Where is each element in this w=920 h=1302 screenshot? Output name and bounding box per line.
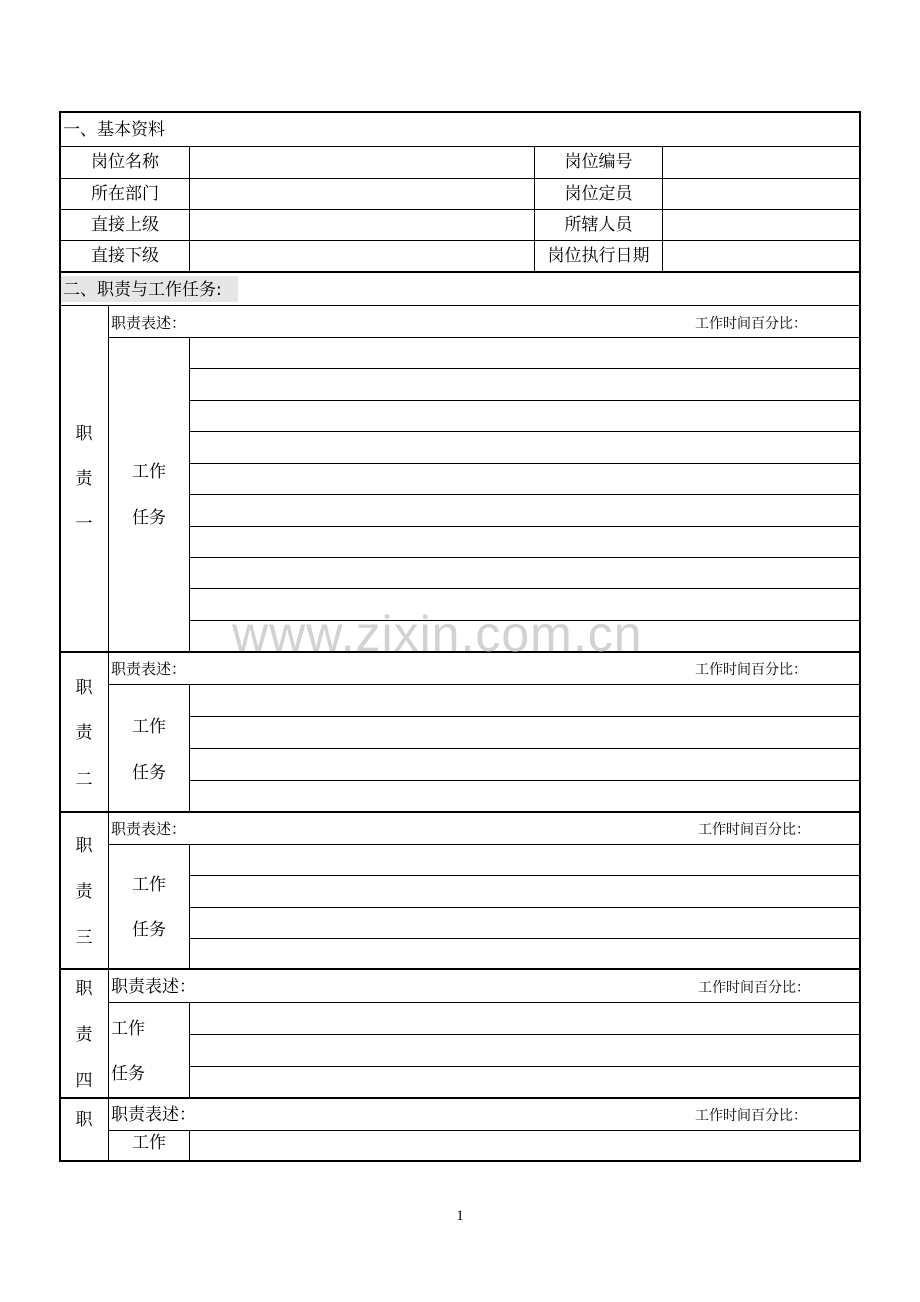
position-code-field[interactable] xyxy=(663,147,859,178)
duty4-vertical-char: 职 xyxy=(75,979,93,999)
divider xyxy=(108,684,861,685)
label-position-name: 岗位名称 xyxy=(91,152,159,172)
divider xyxy=(108,844,861,845)
duty5-vertical-char: 职 xyxy=(75,1110,93,1130)
duty2-task-label: 任务 xyxy=(132,763,166,783)
headcount-field[interactable] xyxy=(663,179,859,209)
divider xyxy=(59,811,861,813)
divider xyxy=(108,1130,861,1131)
duty4-task-label: 工作 xyxy=(111,1019,145,1039)
duty1-vertical-char: 职 xyxy=(75,424,93,444)
duty3-task-label: 工作 xyxy=(132,875,166,895)
duty4-vertical-char: 责 xyxy=(75,1025,93,1045)
divider xyxy=(59,968,861,970)
duty3-vertical-char: 职 xyxy=(75,836,93,856)
duty5-task-label: 工作 xyxy=(132,1133,166,1153)
divider xyxy=(189,588,861,589)
divider xyxy=(189,431,861,432)
divider xyxy=(108,337,861,338)
department-field[interactable] xyxy=(190,179,534,209)
divider xyxy=(59,271,861,273)
duty1-desc-label: 职责表述： xyxy=(111,314,187,332)
duty1-task-label: 工作 xyxy=(132,462,166,482)
divider xyxy=(189,494,861,495)
divider xyxy=(189,875,861,876)
divider xyxy=(189,780,861,781)
duty1-vertical-char: 责 xyxy=(75,469,93,489)
duty3-task-label: 任务 xyxy=(132,920,166,940)
duty5-desc-label: 职责表述： xyxy=(111,1105,196,1125)
divider xyxy=(189,368,861,369)
label-direct-superior: 直接上级 xyxy=(91,215,159,235)
divider xyxy=(189,1002,190,1098)
divider xyxy=(189,716,861,717)
section2-title: 二、职责与工作任务: xyxy=(63,280,222,300)
divider xyxy=(189,907,861,908)
table-top-border xyxy=(59,111,861,113)
duty4-task-label: 任务 xyxy=(111,1064,145,1084)
divider xyxy=(108,1002,861,1003)
divider xyxy=(59,305,861,306)
duty2-desc-label: 职责表述： xyxy=(111,660,187,678)
duty3-desc-label: 职责表述： xyxy=(111,820,187,838)
divider xyxy=(189,1066,861,1067)
duty2-vertical-char: 责 xyxy=(75,723,93,743)
duty1-vertical-char: 一 xyxy=(75,514,93,534)
duty1-percent-label: 工作时间百分比： xyxy=(695,316,807,332)
divider xyxy=(59,1097,861,1099)
label-position-code: 岗位编号 xyxy=(564,152,633,172)
duty3-vertical-char: 责 xyxy=(75,882,93,902)
section1-title: 一、基本资料 xyxy=(63,120,165,140)
divider xyxy=(189,938,861,939)
direct-subordinate-field[interactable] xyxy=(190,241,534,271)
subordinate-staff-field[interactable] xyxy=(663,210,859,240)
label-subordinate-staff: 所辖人员 xyxy=(564,215,633,235)
duty5-percent-label: 工作时间百分比： xyxy=(695,1108,807,1124)
duty1-task-label: 任务 xyxy=(132,508,166,528)
divider xyxy=(189,463,861,464)
position-name-field[interactable] xyxy=(190,147,534,178)
table-bottom-border xyxy=(59,1160,861,1162)
divider xyxy=(189,1130,190,1161)
table-left-border xyxy=(59,111,61,1162)
divider xyxy=(189,400,861,401)
effective-date-field[interactable] xyxy=(663,241,859,271)
duty2-percent-label: 工作时间百分比： xyxy=(695,662,807,678)
duty3-percent-label: 工作时间百分比： xyxy=(698,822,810,838)
duty2-vertical-char: 二 xyxy=(75,770,93,790)
divider xyxy=(189,337,190,653)
divider xyxy=(189,526,861,527)
duty2-vertical-char: 职 xyxy=(75,678,93,698)
divider xyxy=(189,557,861,558)
table-right-border xyxy=(859,111,861,1162)
divider xyxy=(189,748,861,749)
label-direct-subordinate: 直接下级 xyxy=(91,246,159,266)
label-department: 所在部门 xyxy=(91,184,159,204)
page-number: 1 xyxy=(456,1208,464,1224)
divider xyxy=(189,1034,861,1035)
direct-superior-field[interactable] xyxy=(190,210,534,240)
label-effective-date: 岗位执行日期 xyxy=(547,246,650,266)
watermark-text: www.zixin.com.cn xyxy=(232,606,643,662)
label-headcount: 岗位定员 xyxy=(564,184,633,204)
duty4-vertical-char: 四 xyxy=(75,1071,93,1091)
duty4-desc-label: 职责表述： xyxy=(111,977,196,997)
duty2-task-label: 工作 xyxy=(132,717,166,737)
duty3-vertical-char: 三 xyxy=(75,928,93,948)
duty4-percent-label: 工作时间百分比： xyxy=(698,980,810,996)
